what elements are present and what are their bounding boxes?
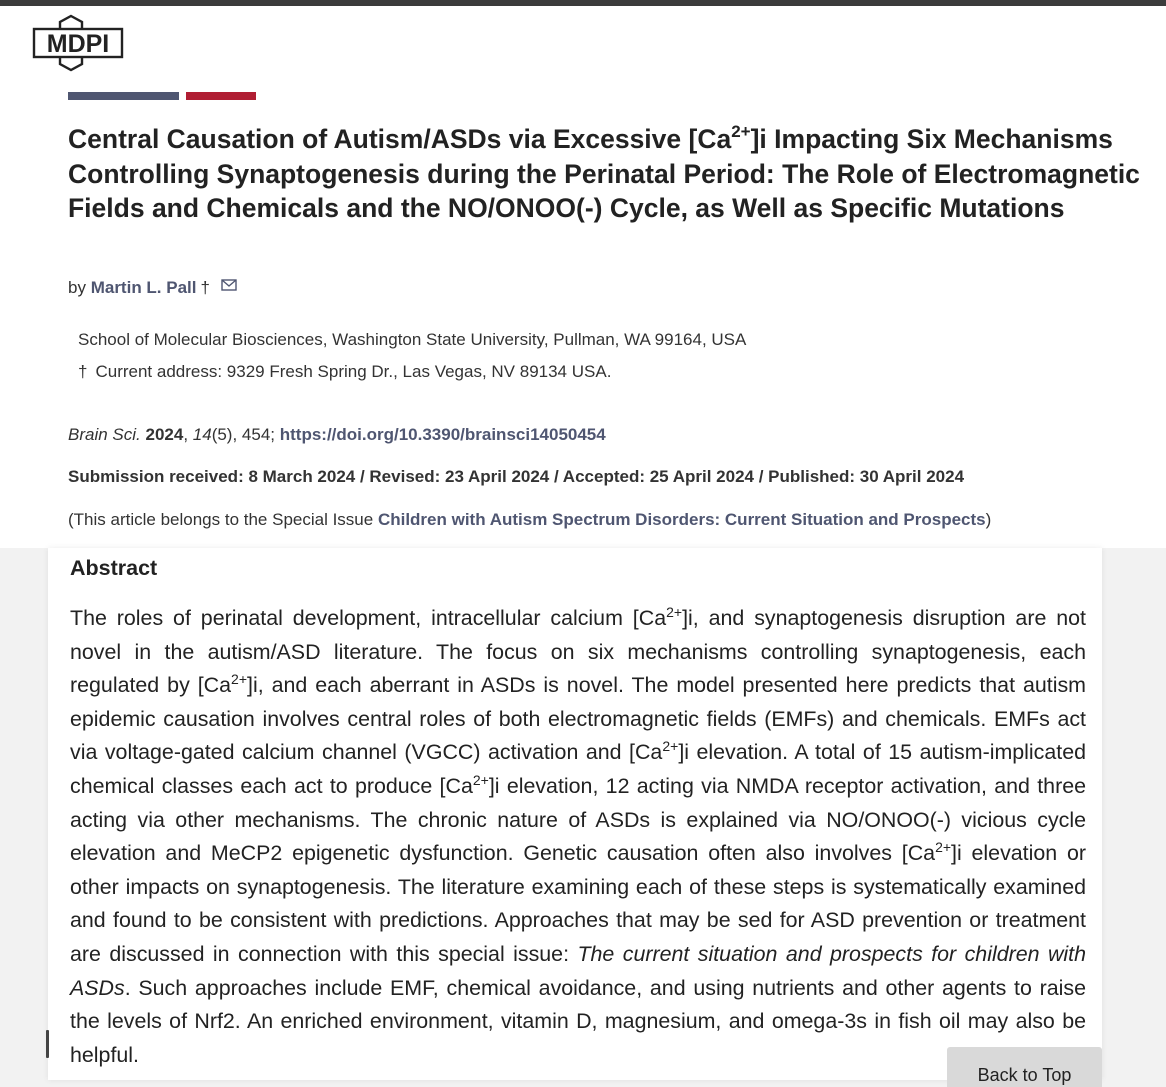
special-issue-link[interactable]: Children with Autism Spectrum Disorders: Current Situation and Prospects <box>377 510 986 529</box>
tab-indicator-red[interactable] <box>186 92 256 100</box>
byline-prefix: by <box>68 278 86 297</box>
left-edge-marker <box>46 1030 49 1058</box>
author-dagger: † <box>200 278 210 297</box>
citation: Brain Sci. 2024, 14(5), 454; https://doi.org/10.3390/brainsci14050454 <box>68 425 606 444</box>
mdpi-logo-icon <box>30 12 126 74</box>
publication-dates: Submission received: 8 March 2024 / Revised: 23 April 2024 / Accepted: 25 April 2024 / Published: 30 April 2024 <box>68 467 965 486</box>
doi-link[interactable]: https://doi.org/10.3390/brainsci14050454 <box>279 425 606 444</box>
article-title: Central Causation of Autism/ASDs via Excessive $[Ca^{2+}]i$ Impacting Six Mechanisms Controlling Synaptogenesis during the Perinatal Period: The Role of Electromagnetic Fields and Chemicals and the NO/ONOO(-) Cycle, as Well as Specific Mutations <box>68 122 1140 223</box>
citation-issue: (5), 454; <box>211 425 275 444</box>
citation-year: 2024 <box>145 425 184 444</box>
author-link[interactable]: Martin L. Pall <box>90 278 197 297</box>
byline <box>68 276 237 298</box>
back-to-top-button[interactable]: Back to Top <box>947 1047 1102 1087</box>
logo-text: MDPI <box>46 30 110 58</box>
journal-name: Brain Sci. <box>68 425 141 444</box>
affiliation-current: † Current address: 9329 Fresh Spring Dr., Las Vegas, NV 89134 USA. <box>78 362 612 381</box>
current-address-dagger: † <box>78 362 88 381</box>
affiliation-primary: School of Molecular Biosciences, Washington State University, Pullman, WA 99164, USA <box>78 330 747 349</box>
abstract-text: The roles of perinatal development, intracellular calcium $[Ca^{2+}]i$, and synaptogenesis disruption are not novel in the autism/ASD literature. The focus on six mechanisms controlling synaptogenesis, each regulated by $[Ca^{2+}]i$, and each aberrant in ASDs is novel. The model presented here predicts that autism epidemic causation involves central roles of both electromagnetic fields (EMFs) and chemicals. EMFs act via voltage-gated calcium channel (VGCC) activation and $[Ca^{2+}]i$ elevation. A total of 15 autism-implicated chemical classes each act to produce $[Ca^{2+}]i$ elevation, 12 acting via NMDA receptor activation, and three acting via other mechanisms. The chronic nature of ASDs is explained via NO/ONOO(-) vicious cycle elevation and MeCP2 epigenetic dysfunction. Genetic causation often also involves $[Ca^{2+}]i$ elevation or other impacts on synaptogenesis. The literature examining each of these steps is systematically examined and found to be consistent with predictions. Approaches that may be sed for ASD prevention or treatment are discussed in connection with this special issue: The current situation and prospects for children with ASDs. Such approaches include EMF, chemical avoidance, and using nutrients and other agents to raise the levels of Nrf2. An enriched environment, vitamin D, magnesium, and omega-3s in fish oil may also be helpful. <box>70 604 1086 1067</box>
mdpi-logo[interactable] <box>30 12 126 74</box>
abstract-heading: Abstract <box>70 556 158 580</box>
special-issue-note: (This article belongs to the Special Issue Children with Autism Spectrum Disorders: Current Situation and Prospects) <box>68 510 992 529</box>
citation-volume: 14 <box>192 425 212 444</box>
site-header <box>0 6 1166 78</box>
envelope-icon[interactable] <box>221 276 237 296</box>
tab-indicator-blue[interactable] <box>68 92 179 100</box>
